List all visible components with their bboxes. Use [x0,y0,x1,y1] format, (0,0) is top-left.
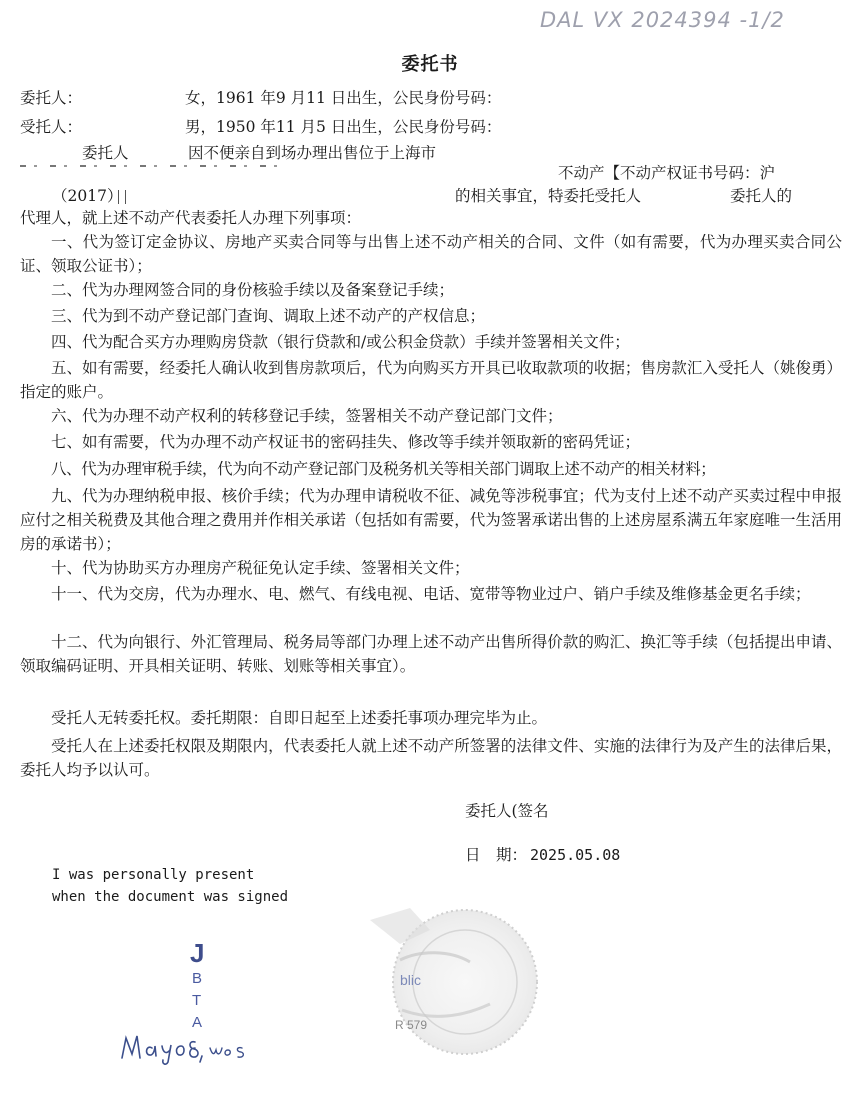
agent-label: 受托人： [20,118,83,136]
item-1: 一、代为签订定金协议、房地产买卖合同等与出售上述不动产相关的合同、文件（如有需要，代为办理买卖合同公证、领取公证书）； [20,233,842,275]
intro-line2: 不动产【不动产权证书号码：沪 [558,164,776,182]
corner-handwritten-note: DAL VX 2024394 -1/2 [540,8,785,32]
agent-details: 男，1950 年11 月5 日出生，公民身份号码： [185,118,502,136]
notary-statement-line1: I was personally present [52,867,255,883]
seal-fragment-1: blic [400,972,422,988]
closing-acknowledgement: 受托人在上述委托权限及期限内，代表委托人就上述不动产所签署的法律文件、实施的法律行为及产生的法律后果，委托人均予以认可。 [20,737,842,779]
intro-line3-start: （2017） [52,187,123,205]
embossed-seal [340,900,540,1060]
document-title: 委托书 [401,54,459,75]
stamp-fragment-3: T [192,992,202,1009]
item-10: 十、代为协助买方办理房产税征免认定手续、签署相关文件； [51,559,470,577]
principal-details: 女，1961 年9 月11 日出生，公民身份号码： [185,89,502,107]
signature-label: 委托人(签名 [465,802,549,820]
intro-line4: 代理人，就上述不动产代表委托人办理下列事项： [20,209,362,227]
closing-no-subdelegation: 受托人无转委托权。委托期限：自即日起至上述委托事项办理完毕为止。 [51,709,548,727]
item-5: 五、如有需要，经委托人确认收到售房款项后，代为向购买方开具已收取款项的收据；售房款汇入受托人（姚俊勇）指定的账户。 [20,359,842,401]
intro-line3-end: 委托人的 [730,187,793,205]
date-value: 2025.05.08 [530,846,621,864]
item-7: 七、如有需要，代为办理不动产权证书的密码挂失、修改等手续并领取新的密码凭证； [51,433,641,451]
stamp-fragment-1: J [190,938,205,968]
item-4: 四、代为配合买方办理购房贷款（银行贷款和/或公积金贷款）手续并签署相关文件； [51,333,630,351]
notary-statement-line2: when the document was signed [52,889,289,905]
item-6: 六、代为办理不动产权利的转移登记手续，签署相关不动产登记部门文件； [51,407,563,425]
redaction-edge [118,190,126,204]
stamp-fragment-2: B [192,970,203,987]
item-9: 九、代为办理纳税申报、核价手续；代为办理申请税收不征、减免等涉税事宜；代为支付上述不动产买卖过程中申报应付之相关税费及其他合理之费用并作相关承诺（包括如有需要，代为签署承诺出售的上述房屋系满五年家庭唯一生活用房的承诺书）； [20,487,842,553]
item-11: 十一、代为交房，代为办理水、电、燃气、有线电视、电话、宽带等物业过户、销户手续及维修基金更名手续； [51,585,811,603]
item-8: 八、代为办理审税手续，代为向不动产登记部门及税务机关等相关部门调取上述不动产的相关材料； [51,460,716,478]
seal-fragment-2: R 579 [395,1018,428,1032]
embossed-seal-icon [340,900,540,1060]
stamp-fragment-4: A [192,1014,203,1031]
intro-line3-middle: 的相关事宜，特委托受托人 [455,187,642,205]
notary-stamp-fragment [188,938,218,1033]
intro-line1-start: 委托人 [82,144,129,162]
item-2: 二、代为办理网签合同的身份核验手续以及备案登记手续； [51,281,455,299]
principal-label: 委托人： [20,89,83,107]
item-12: 十二、代为向银行、外汇管理局、税务局等部门办理上述不动产出售所得价款的购汇、换汇等手续（包括提出申请、领取编码证明、开具相关证明、转账、划账等相关事宜）。 [20,633,842,675]
item-3: 三、代为到不动产登记部门查询、调取上述不动产的产权信息； [51,307,486,325]
intro-line1-end: 因不便亲自到场办理出售位于上海市 [188,144,437,162]
handwritten-date-scrawl-icon [118,1028,258,1068]
redacted-line-remnant [20,163,280,168]
date-label: 日 期： [465,846,528,864]
handwritten-date [118,1028,258,1068]
